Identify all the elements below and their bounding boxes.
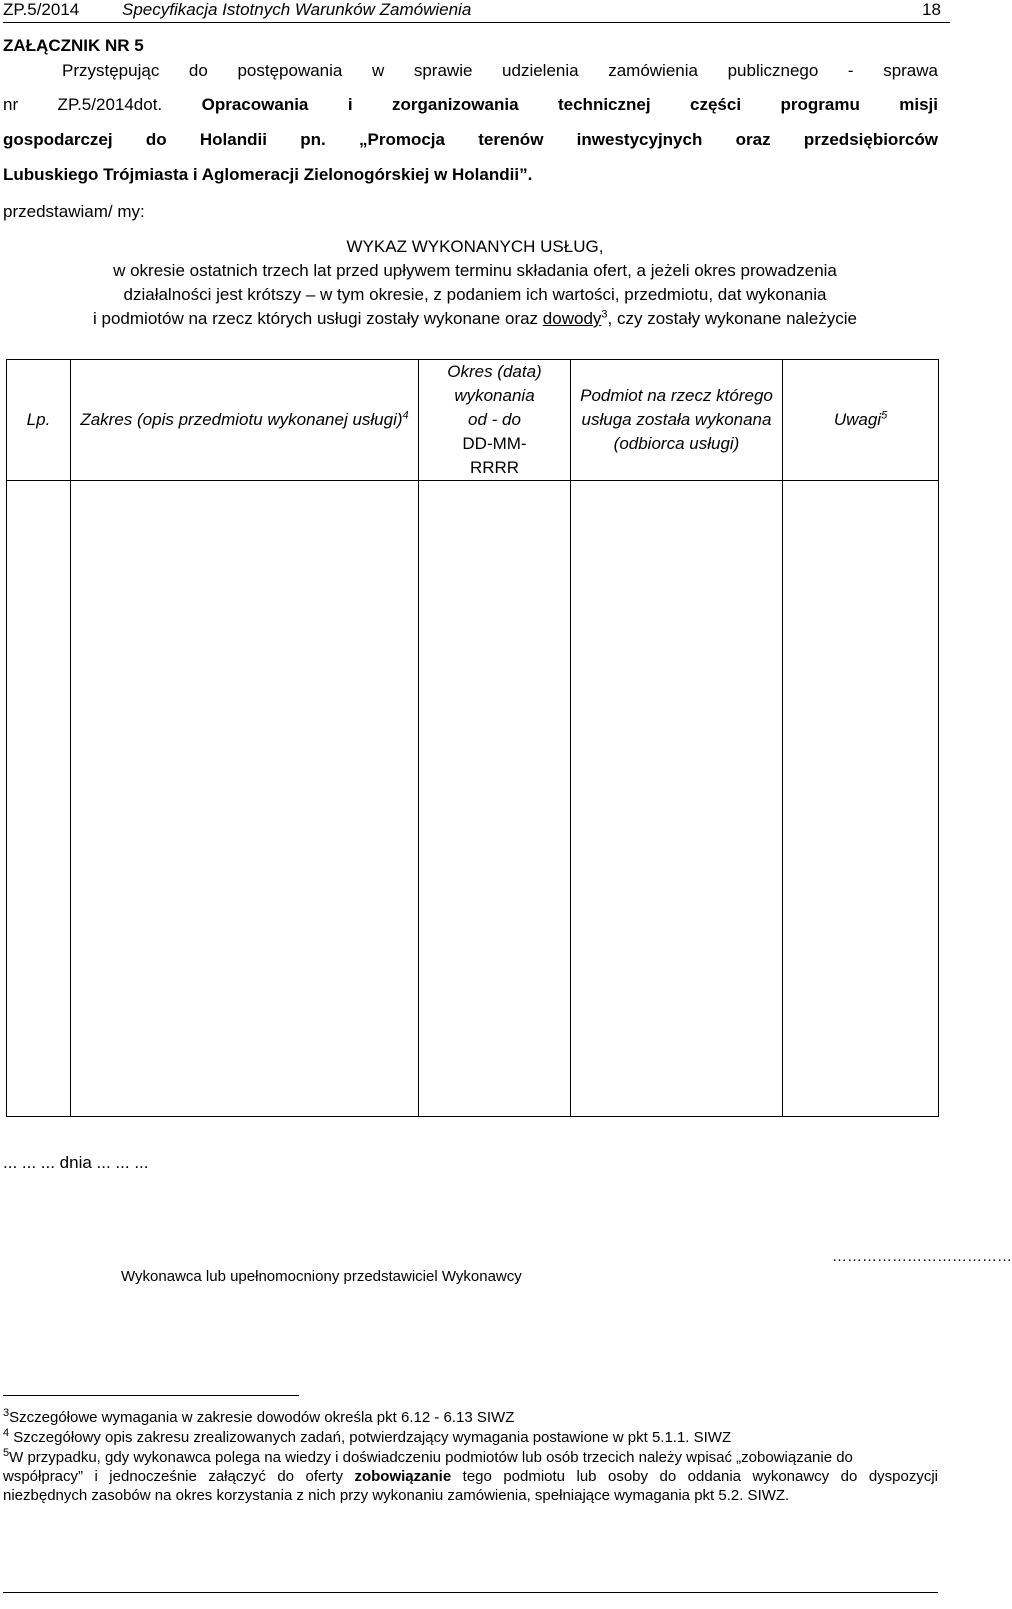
header-divider [3, 22, 950, 23]
table-header-row [7, 360, 939, 481]
col-okres-label-3: od - do [468, 410, 521, 429]
attachment-title: ZAŁĄCZNIK NR 5 [3, 36, 144, 55]
col-podmiot [571, 360, 783, 481]
doc-title: Specyfikacja Istotnych Warunków Zamówienia [122, 0, 472, 19]
footnote-5-line-3: niezbędnych zasobów na okres korzystania z nich przy wykonaniu zamówienia, spełniające wymagania pkt 5.2. SIWZ. [3, 1487, 790, 1504]
table-row [7, 481, 939, 1117]
bottom-divider [3, 1592, 938, 1593]
doc-code: ZP.5/2014 [3, 0, 80, 19]
footnote-4-number: 4 [3, 1427, 10, 1439]
footnote-5-number: 5 [3, 1447, 10, 1459]
footnote-5-text-2b: tego podmiotu lub osoby do oddania wykonawcy do dyspozycji [462, 1468, 939, 1485]
col-podmiot-label: Podmiot na rzecz którego usługa została wykonana (odbiorca usługi) [580, 386, 773, 453]
footnote-5-text-1: W przypadku, gdy wykonawca polega na wiedzy i doświadczeniu podmiotów lub osób trzecich należy wpisać „zobowiązanie do [9, 1449, 853, 1466]
col-okres [419, 360, 571, 481]
list-heading: WYKAZ WYKONANYCH USŁUG, [346, 237, 604, 256]
col-uwagi [783, 360, 939, 481]
footnote-4-text: Szczegółowy opis zakresu zrealizowanych zadań, potwierdzający wymagania postawione w pkt 5.1.1. SIWZ [9, 1429, 732, 1446]
place-date-line: ... ... ... dnia ... ... ... [3, 1153, 149, 1172]
intro-subject-bold: Opracowania i zorganizowania technicznej części programu misji [201, 95, 939, 114]
intro-line-3: gospodarczej do Holandii pn. „Promocja terenów inwestycyjnych oraz przedsiębiorców [3, 130, 938, 149]
footnote-5-text-2a: współpracy” i jednocześnie załączyć do oferty [3, 1468, 343, 1485]
col-okres-label-4: DD-MM- [462, 434, 527, 453]
page-header [0, 0, 950, 22]
declaration-text: przedstawiam/ my: [3, 202, 145, 221]
footnote-ref-4: 4 [402, 409, 409, 422]
footnote-4 [3, 1428, 938, 1447]
col-lp-label: Lp. [26, 410, 51, 429]
col-okres-label-5: RRRR [469, 458, 520, 477]
intro-line-1: Przystępując do postępowania w sprawie udzielenia zamówienia publicznego - sprawa [62, 61, 938, 80]
intro-line-4: Lubuskiego Trójmiasta i Aglomeracji Zielonogórskiej w Holandii”. [3, 165, 533, 184]
footnote-5-line-2 [3, 1467, 938, 1486]
footnote-5-line-1 [3, 1448, 938, 1467]
footnote-ref-3: 3 [601, 308, 608, 321]
footnote-3-text: Szczegółowe wymagania w zakresie dowodów określa pkt 6.12 - 6.13 SIWZ [9, 1409, 515, 1426]
page-number: 18 [922, 0, 941, 19]
footnote-3 [3, 1408, 938, 1427]
col-uwagi-label: Uwagi [833, 410, 882, 429]
scope-line-1: w okresie ostatnich trzech lat przed upływem terminu składania ofert, a jeżeli okres prowadzenia [113, 261, 837, 280]
cell-uwagi[interactable] [783, 481, 939, 1117]
proofs-link: dowody [542, 309, 602, 328]
scope-line-3-end: , czy zostały wykonane należycie [607, 309, 857, 328]
col-okres-label-2: wykonania [454, 386, 535, 405]
services-table [6, 359, 939, 1117]
intro-line-2 [3, 95, 938, 115]
col-zakres-label: Zakres (opis przedmiotu wykonanej usługi) [80, 410, 403, 429]
cell-lp[interactable] [7, 481, 71, 1117]
cell-podmiot[interactable] [571, 481, 783, 1117]
intro-case-number: nr ZP.5/2014dot. [3, 95, 163, 114]
footnote-3-number: 3 [3, 1407, 10, 1419]
col-zakres [71, 360, 419, 481]
col-okres-label-1: Okres (data) [447, 362, 542, 381]
scope-line-3-text: i podmiotów na rzecz których usługi zostały wykonane oraz [93, 309, 539, 328]
cell-zakres[interactable] [71, 481, 419, 1117]
col-lp [7, 360, 71, 481]
footnote-5-text-2-bold: zobowiązanie [354, 1468, 452, 1485]
cell-okres[interactable] [419, 481, 571, 1117]
scope-line-3 [0, 309, 950, 329]
scope-line-2: działalności jest krótszy – w tym okresie, z podaniem ich wartości, przedmiotu, dat wykonania [123, 285, 827, 304]
signature-dots: ……………………………… [832, 1248, 1012, 1265]
signature-label: Wykonawca lub upełnomocniony przedstawiciel Wykonawcy [121, 1268, 522, 1285]
footnote-ref-5: 5 [881, 409, 888, 422]
footnote-divider [3, 1395, 299, 1396]
